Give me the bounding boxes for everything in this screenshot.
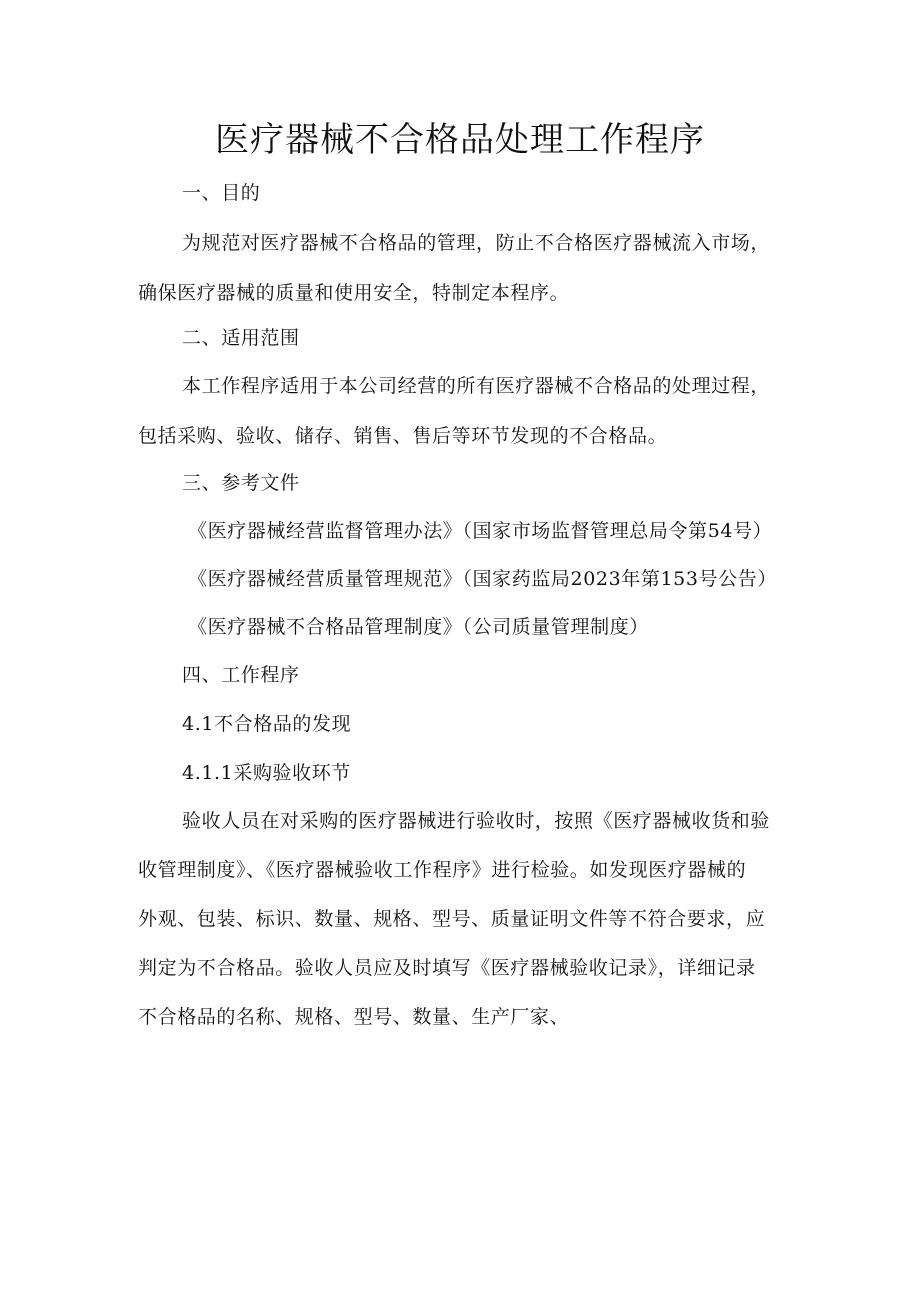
procedure-text-line-1: 验收人员在对采购的医疗器械进行验收时，按照《医疗器械收货和验	[182, 810, 771, 832]
procedure-text-line-5: 不合格品的名称、规格、型号、数量、生产厂家、	[138, 1006, 570, 1028]
reference-item-3: 《医疗器械不合格品管理制度》（公司质量管理制度）	[188, 616, 649, 638]
subsection-heading-4-1: 4.1不合格品的发现	[182, 713, 352, 735]
reference-item-1: 《医疗器械经营监督管理办法》（国家市场监督管理总局令第54号）	[188, 520, 773, 542]
purpose-text-line-1: 为规范对医疗器械不合格品的管理，防止不合格医疗器械流入市场，	[182, 232, 771, 254]
scope-text-line-1: 本工作程序适用于本公司经营的所有医疗器械不合格品的处理过程，	[182, 375, 771, 397]
section-heading-purpose: 一、目的	[182, 182, 261, 204]
section-heading-scope: 二、适用范围	[182, 327, 300, 349]
subsection-heading-4-1-1: 4.1.1采购验收环节	[182, 762, 351, 784]
procedure-text-line-2: 收管理制度》、《医疗器械验收工作程序》进行检验。如发现医疗器械的	[138, 859, 747, 881]
section-heading-procedure: 四、工作程序	[182, 664, 300, 686]
procedure-text-line-3: 外观、包装、标识、数量、规格、型号、质量证明文件等不符合要求，应	[138, 908, 766, 930]
procedure-text-line-4: 判定为不合格品。验收人员应及时填写《医疗器械验收记录》，详细记录	[138, 957, 756, 979]
scope-text-line-2: 包括采购、验收、储存、销售、售后等环节发现的不合格品。	[138, 425, 668, 447]
document-title: 医疗器械不合格品处理工作程序	[215, 120, 705, 160]
section-heading-references: 三、参考文件	[182, 472, 300, 494]
purpose-text-line-2: 确保医疗器械的质量和使用安全，特制定本程序。	[138, 282, 570, 304]
reference-item-2: 《医疗器械经营质量管理规范》（国家药监局2023年第153号公告）	[188, 568, 777, 590]
